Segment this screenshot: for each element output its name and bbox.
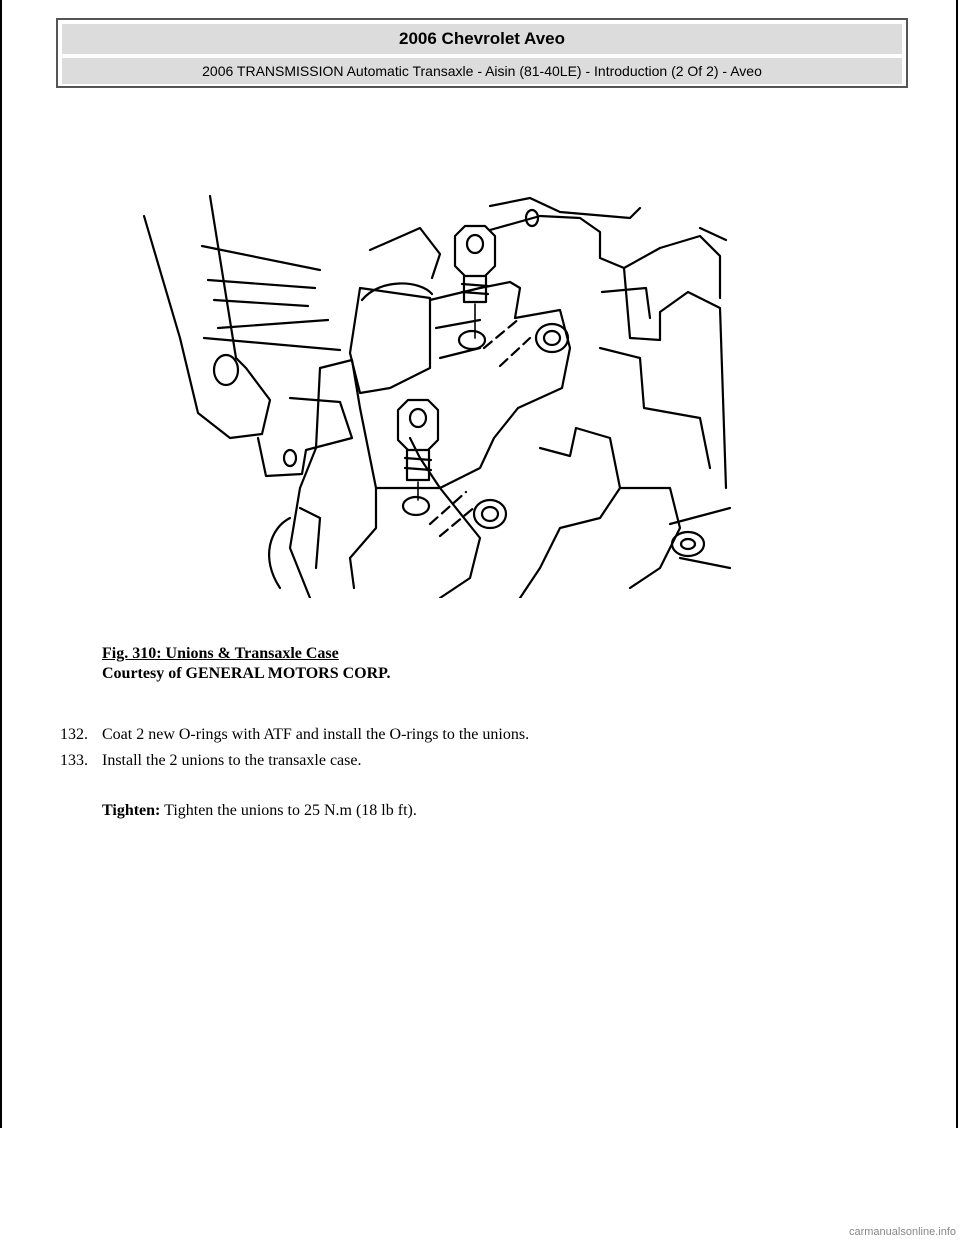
step-text: Coat 2 new O-rings with ATF and install the O-rings to the unions. xyxy=(102,726,530,743)
header-title: 2006 Chevrolet Aveo xyxy=(62,24,902,54)
unions-transaxle-illustration xyxy=(140,188,740,598)
bracket-hole xyxy=(214,355,238,385)
lower-port xyxy=(430,492,506,536)
tighten-label: Tighten: xyxy=(102,802,161,819)
step-number: 132. xyxy=(60,726,88,743)
upper-union xyxy=(455,226,495,349)
housing-bottom xyxy=(290,360,376,598)
bracket-arm xyxy=(144,196,270,438)
step-text: Install the 2 unions to the transaxle case. xyxy=(102,752,362,769)
figure-courtesy: Courtesy of GENERAL MOTORS CORP. xyxy=(102,665,391,682)
figure-caption xyxy=(102,644,390,684)
housing-right xyxy=(600,248,710,468)
tighten-text: Tighten the unions to 25 N.m (18 lb ft). xyxy=(160,802,417,819)
watermark: carmanualsonline.info xyxy=(848,1226,956,1238)
figure-title: Fig. 310: Unions & Transaxle Case xyxy=(102,645,339,662)
valve-body xyxy=(350,288,430,393)
upper-port xyxy=(484,318,568,366)
tighten-spec xyxy=(102,802,417,820)
step-number: 133. xyxy=(60,752,88,769)
page-header xyxy=(56,18,908,88)
bracket-lines xyxy=(202,246,340,350)
bracket-tab xyxy=(258,398,352,476)
header-subtitle: 2006 TRANSMISSION Automatic Transaxle - Aisin (81-40LE) - Introduction (2 Of 2) - Aveo xyxy=(62,58,902,84)
lower-union xyxy=(398,400,438,515)
